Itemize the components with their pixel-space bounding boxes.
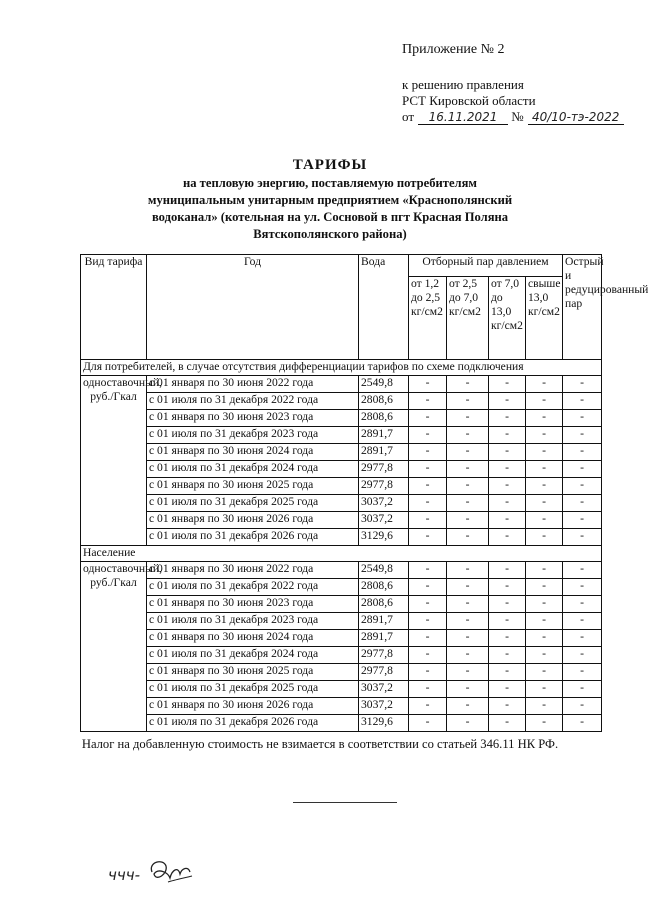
empty-value-cell: - — [489, 596, 526, 613]
empty-value-cell: - — [489, 478, 526, 495]
empty-value-cell: - — [563, 664, 602, 681]
empty-value-cell: - — [563, 698, 602, 715]
empty-value-cell: - — [526, 410, 563, 427]
empty-value-cell: - — [563, 562, 602, 579]
empty-value-cell: - — [447, 461, 489, 478]
empty-value-cell: - — [489, 647, 526, 664]
empty-value-cell: - — [563, 478, 602, 495]
empty-value-cell: - — [489, 410, 526, 427]
title-subtitle-4: Вятскополянского района) — [253, 227, 407, 241]
col-header-steam-2: от 2,5 до 7,0 кг/см2 — [447, 276, 489, 359]
empty-value-cell: - — [526, 613, 563, 630]
col-header-steam-3: от 7,0 до 13,0 кг/см2 — [489, 276, 526, 359]
col-header-sharp-steam: Острый и редуцированный пар — [563, 255, 602, 360]
water-tariff-cell: 3129,6 — [359, 529, 409, 546]
table-row — [81, 647, 602, 664]
vat-note: Налог на добавленную стоимость не взимается в соответствии со статьей 346.11 НК РФ. — [81, 737, 559, 751]
empty-value-cell: - — [409, 444, 447, 461]
empty-value-cell: - — [409, 427, 447, 444]
empty-value-cell: - — [489, 698, 526, 715]
period-cell: с 01 июля по 31 декабря 2022 года — [147, 393, 359, 410]
empty-value-cell: - — [447, 495, 489, 512]
empty-value-cell: - — [526, 461, 563, 478]
table-row — [81, 427, 602, 444]
empty-value-cell: - — [409, 461, 447, 478]
section-title: Для потребителей, в случае отсутствия дифференциации тарифов по схеме подключения — [81, 360, 602, 376]
period-cell: с 01 января по 30 июня 2026 года — [147, 512, 359, 529]
empty-value-cell: - — [447, 529, 489, 546]
empty-value-cell: - — [563, 529, 602, 546]
period-cell: с 01 июля по 31 декабря 2023 года — [147, 613, 359, 630]
empty-value-cell: - — [526, 698, 563, 715]
empty-value-cell: - — [526, 664, 563, 681]
col-header-steam-1: от 1,2 до 2,5 кг/см2 — [409, 276, 447, 359]
empty-value-cell: - — [447, 596, 489, 613]
empty-value-cell: - — [409, 478, 447, 495]
empty-value-cell: - — [526, 529, 563, 546]
water-tariff-cell: 2549,8 — [359, 376, 409, 393]
water-tariff-cell: 2977,8 — [359, 478, 409, 495]
water-tariff-cell: 3037,2 — [359, 512, 409, 529]
water-tariff-cell: 3037,2 — [359, 495, 409, 512]
title-subtitle-3: водоканал» (котельная на ул. Сосновой в пгт Красная Поляна — [151, 210, 509, 224]
empty-value-cell: - — [409, 495, 447, 512]
handwritten-number: 40/10-тэ-2022 — [528, 110, 624, 125]
empty-value-cell: - — [409, 681, 447, 698]
empty-value-cell: - — [409, 613, 447, 630]
empty-value-cell: - — [563, 715, 602, 732]
appendix-label: Приложение № 2 — [402, 42, 505, 57]
empty-value-cell: - — [526, 579, 563, 596]
empty-value-cell: - — [447, 630, 489, 647]
empty-value-cell: - — [526, 444, 563, 461]
table-row — [81, 410, 602, 427]
empty-value-cell: - — [489, 444, 526, 461]
col-header-water: Вода — [359, 255, 409, 360]
table-row — [81, 664, 602, 681]
table-row — [81, 376, 602, 393]
signature — [108, 852, 198, 897]
decision-reference — [402, 77, 624, 125]
empty-value-cell: - — [563, 647, 602, 664]
table-row — [81, 562, 602, 579]
empty-value-cell: - — [526, 478, 563, 495]
period-cell: с 01 июля по 31 декабря 2023 года — [147, 427, 359, 444]
water-tariff-cell: 2977,8 — [359, 461, 409, 478]
water-tariff-cell: 2977,8 — [359, 647, 409, 664]
empty-value-cell: - — [447, 444, 489, 461]
table-row — [81, 495, 602, 512]
water-tariff-cell: 2891,7 — [359, 444, 409, 461]
empty-value-cell: - — [447, 715, 489, 732]
empty-value-cell: - — [563, 427, 602, 444]
period-cell: с 01 января по 30 июня 2022 года — [147, 562, 359, 579]
period-cell: с 01 июля по 31 декабря 2022 года — [147, 579, 359, 596]
empty-value-cell: - — [526, 512, 563, 529]
section-title: Население — [81, 546, 602, 562]
empty-value-cell: - — [447, 393, 489, 410]
empty-value-cell: - — [447, 562, 489, 579]
empty-value-cell: - — [563, 444, 602, 461]
empty-value-cell: - — [526, 630, 563, 647]
period-cell: с 01 июля по 31 декабря 2024 года — [147, 647, 359, 664]
title-main: ТАРИФЫ — [292, 157, 368, 173]
period-cell: с 01 января по 30 июня 2025 года — [147, 664, 359, 681]
empty-value-cell: - — [489, 562, 526, 579]
empty-value-cell: - — [409, 512, 447, 529]
empty-value-cell: - — [447, 478, 489, 495]
water-tariff-cell: 2977,8 — [359, 664, 409, 681]
empty-value-cell: - — [447, 512, 489, 529]
signature-image — [108, 852, 198, 892]
empty-value-cell: - — [489, 461, 526, 478]
period-cell: с 01 января по 30 июня 2024 года — [147, 630, 359, 647]
section-row — [81, 546, 602, 562]
table-row — [81, 579, 602, 596]
title-subtitle-2: муниципальным унитарным предприятием «Краснополянский — [147, 193, 513, 207]
empty-value-cell: - — [563, 393, 602, 410]
empty-value-cell: - — [489, 715, 526, 732]
empty-value-cell: - — [489, 427, 526, 444]
closing-divider — [293, 802, 397, 803]
empty-value-cell: - — [409, 579, 447, 596]
empty-value-cell: - — [563, 579, 602, 596]
empty-value-cell: - — [563, 410, 602, 427]
decision-line-3 — [402, 109, 624, 125]
signature-stroke — [151, 862, 190, 878]
col-header-type: Вид тарифа — [81, 255, 147, 360]
empty-value-cell: - — [563, 613, 602, 630]
col-header-steam-4: свыше 13,0 кг/см2 — [526, 276, 563, 359]
handwritten-date: 16.11.2021 — [418, 110, 508, 125]
empty-value-cell: - — [563, 630, 602, 647]
table-row — [81, 393, 602, 410]
empty-value-cell: - — [526, 647, 563, 664]
empty-value-cell: - — [409, 562, 447, 579]
period-cell: с 01 января по 30 июня 2025 года — [147, 478, 359, 495]
period-cell: с 01 января по 30 июня 2023 года — [147, 596, 359, 613]
empty-value-cell: - — [447, 613, 489, 630]
empty-value-cell: - — [563, 376, 602, 393]
empty-value-cell: - — [409, 647, 447, 664]
table-row — [81, 444, 602, 461]
water-tariff-cell: 3129,6 — [359, 715, 409, 732]
empty-value-cell: - — [489, 681, 526, 698]
empty-value-cell: - — [409, 529, 447, 546]
empty-value-cell: - — [563, 495, 602, 512]
table-row — [81, 596, 602, 613]
table-row — [81, 681, 602, 698]
period-cell: с 01 июля по 31 декабря 2025 года — [147, 681, 359, 698]
table-row — [81, 715, 602, 732]
empty-value-cell: - — [447, 410, 489, 427]
water-tariff-cell: 2891,7 — [359, 630, 409, 647]
water-tariff-cell: 2808,6 — [359, 579, 409, 596]
table-row — [81, 698, 602, 715]
table-row — [81, 529, 602, 546]
empty-value-cell: - — [526, 596, 563, 613]
empty-value-cell: - — [526, 681, 563, 698]
period-cell: с 01 января по 30 июня 2023 года — [147, 410, 359, 427]
number-label: № — [511, 109, 524, 124]
empty-value-cell: - — [409, 664, 447, 681]
empty-value-cell: - — [447, 427, 489, 444]
period-cell: с 01 июля по 31 декабря 2025 года — [147, 495, 359, 512]
water-tariff-cell: 2808,6 — [359, 410, 409, 427]
period-cell: с 01 января по 30 июня 2026 года — [147, 698, 359, 715]
empty-value-cell: - — [489, 613, 526, 630]
decision-line-1: к решению правления — [402, 77, 524, 92]
empty-value-cell: - — [489, 495, 526, 512]
empty-value-cell: - — [563, 461, 602, 478]
water-tariff-cell: 2808,6 — [359, 393, 409, 410]
empty-value-cell: - — [563, 512, 602, 529]
empty-value-cell: - — [563, 681, 602, 698]
signature-scribble-text: ччч- — [108, 866, 140, 884]
tariff-type-cell: одноставочный, руб./Гкал — [81, 562, 147, 732]
decision-line-2: РСТ Кировской области — [402, 93, 536, 108]
empty-value-cell: - — [489, 393, 526, 410]
empty-value-cell: - — [489, 630, 526, 647]
empty-value-cell: - — [447, 698, 489, 715]
water-tariff-cell: 2891,7 — [359, 427, 409, 444]
empty-value-cell: - — [489, 376, 526, 393]
empty-value-cell: - — [489, 579, 526, 596]
empty-value-cell: - — [526, 376, 563, 393]
empty-value-cell: - — [489, 664, 526, 681]
empty-value-cell: - — [409, 715, 447, 732]
from-label: от — [402, 109, 415, 124]
empty-value-cell: - — [526, 393, 563, 410]
table-row — [81, 478, 602, 495]
water-tariff-cell: 3037,2 — [359, 681, 409, 698]
empty-value-cell: - — [526, 495, 563, 512]
empty-value-cell: - — [526, 562, 563, 579]
empty-value-cell: - — [447, 664, 489, 681]
col-header-steam: Отборный пар давлением — [409, 255, 563, 277]
tariffs-table-body — [81, 360, 602, 732]
period-cell: с 01 июля по 31 декабря 2026 года — [147, 715, 359, 732]
empty-value-cell: - — [447, 579, 489, 596]
water-tariff-cell: 2808,6 — [359, 596, 409, 613]
tariff-type-cell: одноставочный, руб./Гкал — [81, 376, 147, 546]
empty-value-cell: - — [409, 410, 447, 427]
period-cell: с 01 января по 30 июня 2024 года — [147, 444, 359, 461]
table-row — [81, 613, 602, 630]
table-row — [81, 461, 602, 478]
empty-value-cell: - — [409, 630, 447, 647]
empty-value-cell: - — [409, 698, 447, 715]
water-tariff-cell: 3037,2 — [359, 698, 409, 715]
empty-value-cell: - — [526, 715, 563, 732]
document-title — [100, 155, 560, 243]
table-row — [81, 512, 602, 529]
empty-value-cell: - — [447, 681, 489, 698]
empty-value-cell: - — [447, 376, 489, 393]
tariffs-table — [80, 254, 648, 732]
period-cell: с 01 июля по 31 декабря 2026 года — [147, 529, 359, 546]
signature-underline — [168, 876, 192, 882]
col-header-year: Год — [147, 255, 359, 360]
empty-value-cell: - — [563, 596, 602, 613]
title-subtitle-1: на тепловую энергию, поставляемую потребителям — [182, 176, 478, 190]
empty-value-cell: - — [409, 376, 447, 393]
table-row — [81, 630, 602, 647]
empty-value-cell: - — [409, 393, 447, 410]
empty-value-cell: - — [489, 512, 526, 529]
period-cell: с 01 января по 30 июня 2022 года — [147, 376, 359, 393]
empty-value-cell: - — [409, 596, 447, 613]
empty-value-cell: - — [489, 529, 526, 546]
water-tariff-cell: 2891,7 — [359, 613, 409, 630]
section-row — [81, 360, 602, 376]
water-tariff-cell: 2549,8 — [359, 562, 409, 579]
empty-value-cell: - — [526, 427, 563, 444]
period-cell: с 01 июля по 31 декабря 2024 года — [147, 461, 359, 478]
empty-value-cell: - — [447, 647, 489, 664]
